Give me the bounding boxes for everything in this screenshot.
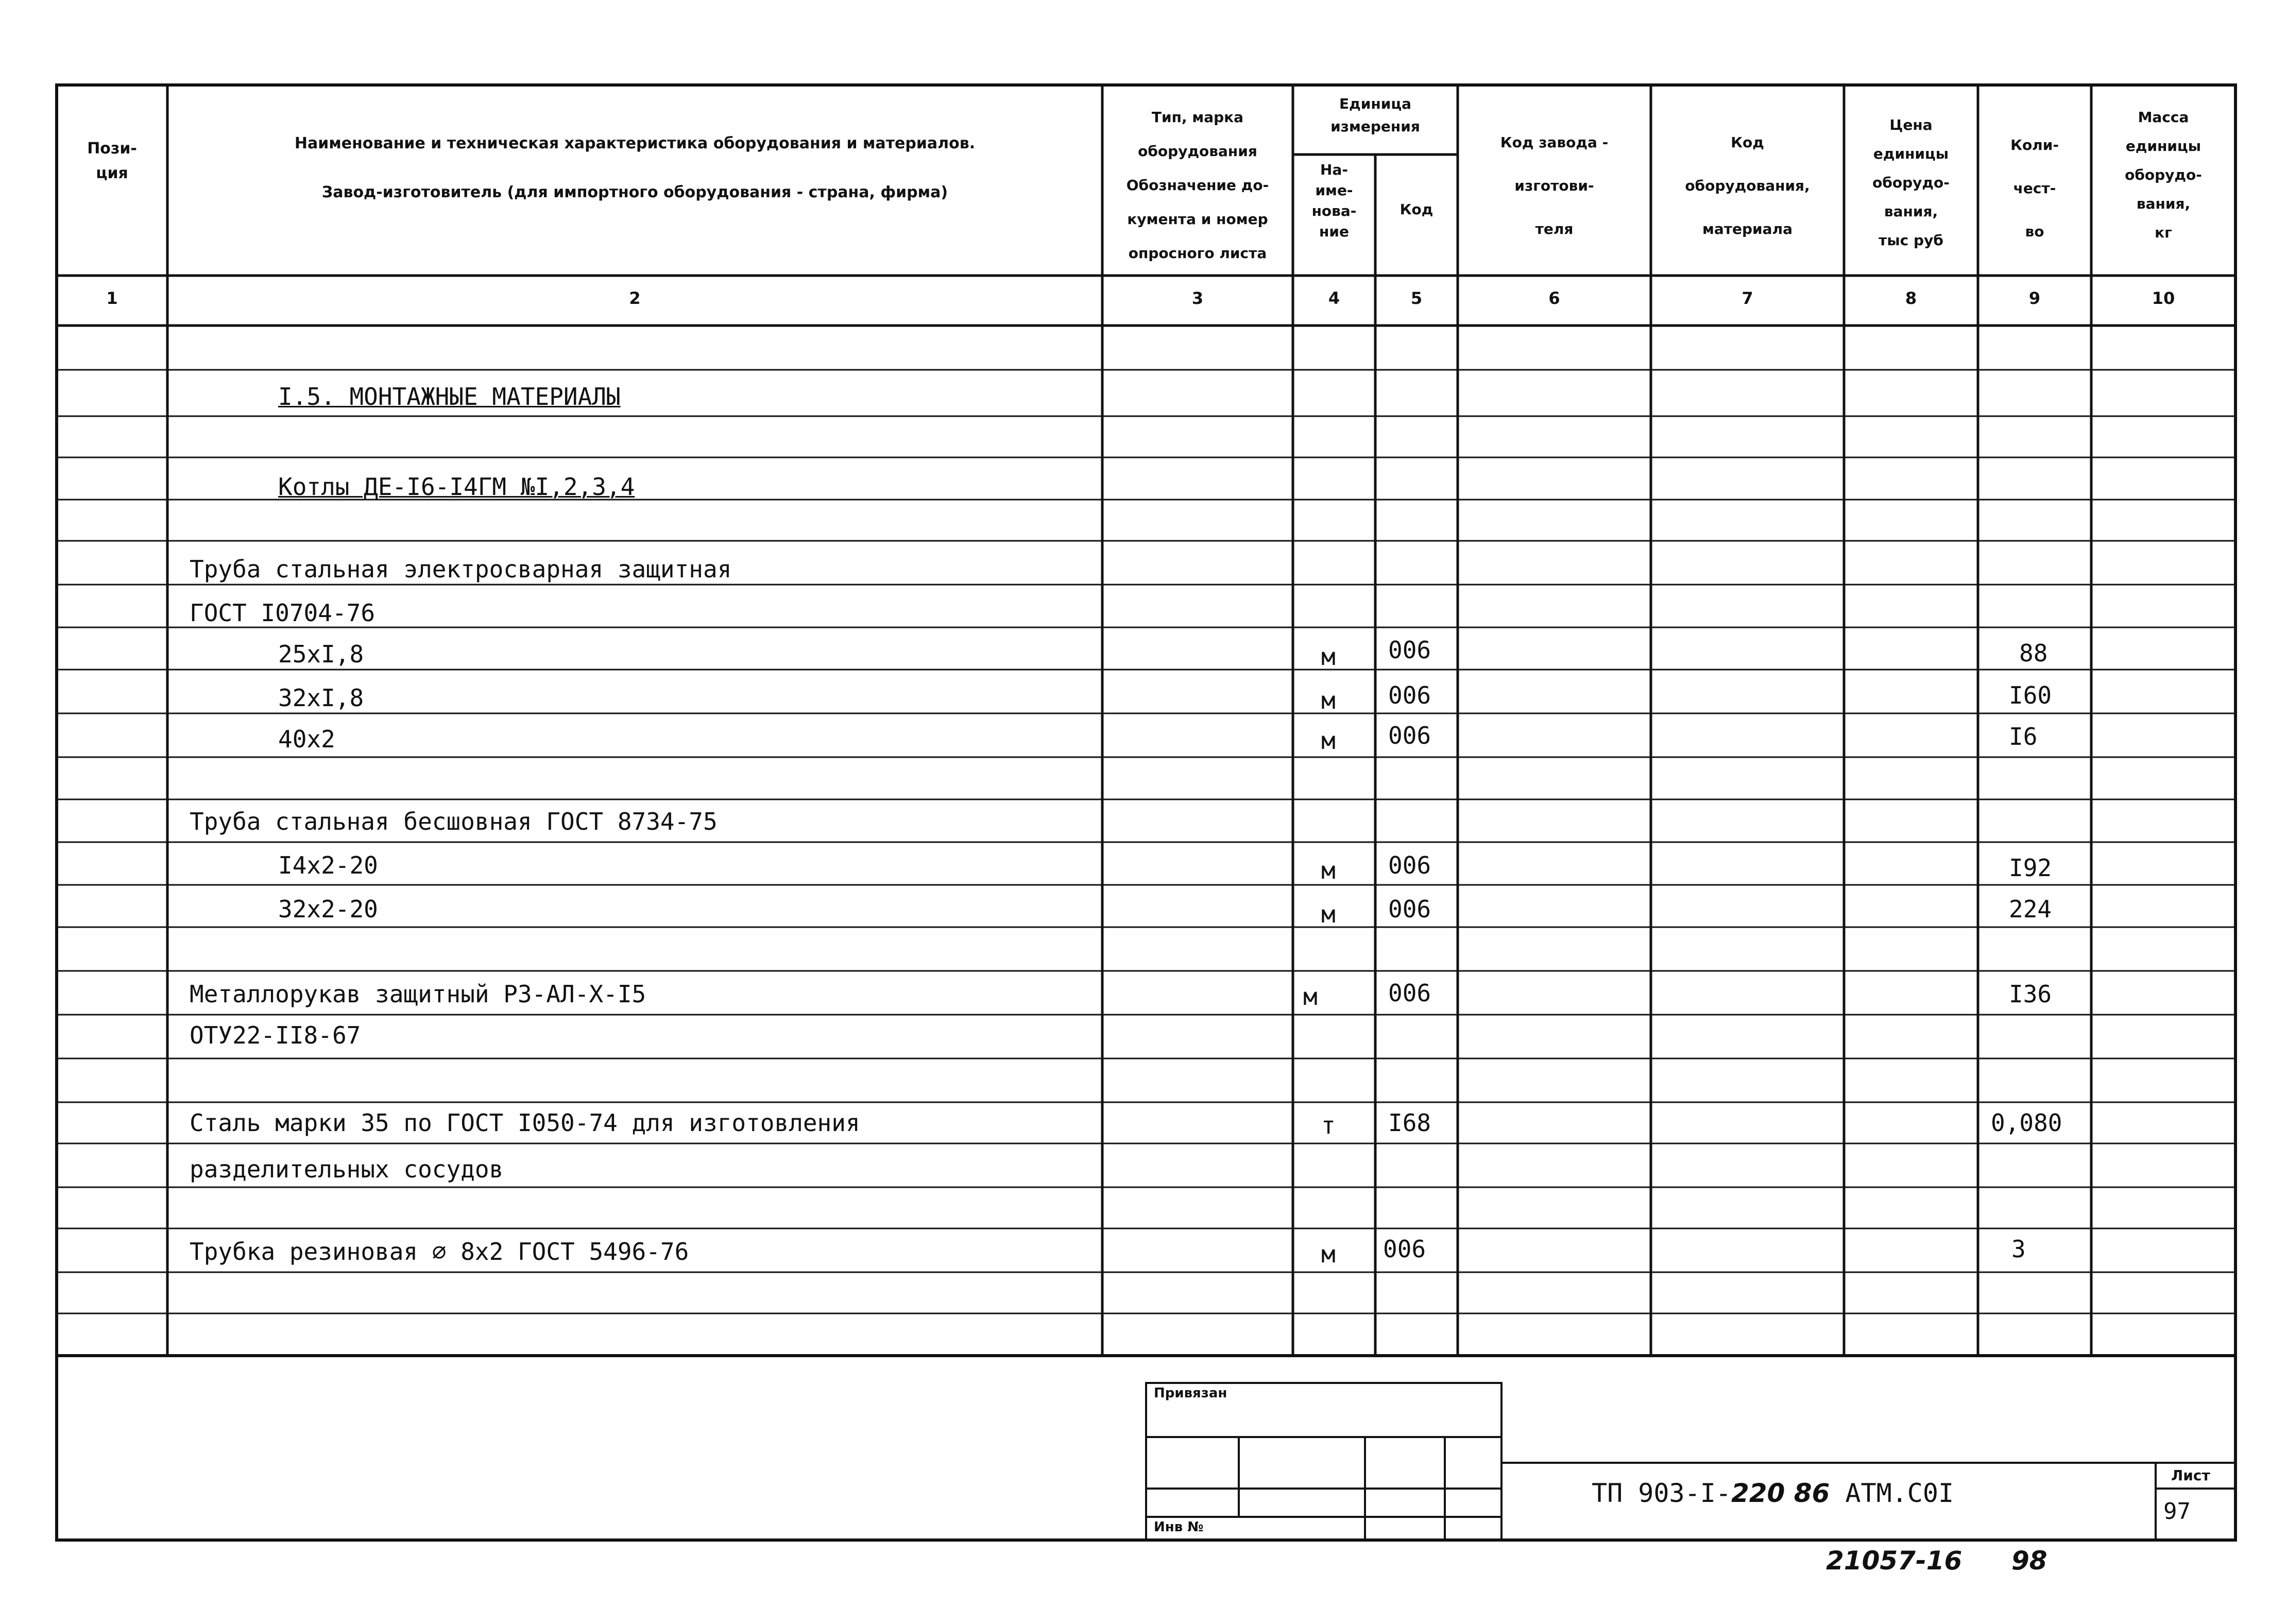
header-unit-code: Код	[1399, 201, 1433, 218]
item-name: Металлорукав защитный РЗ-АЛ-Х-I5	[190, 980, 646, 1008]
header-unit: Единица измерения	[1330, 95, 1420, 135]
item-name: 32х2-20	[278, 895, 378, 923]
document-designation	[1592, 1478, 1954, 1508]
item-name: Труба стальная бесшовная ГОСТ 8734-75	[190, 808, 718, 835]
item-unit: м	[1321, 643, 1336, 671]
item-name: ОТУ22-II8-67	[190, 1021, 361, 1049]
column-number-9: 9	[2028, 288, 2041, 308]
item-code: I68	[1388, 1109, 1431, 1137]
header-factory-code: Код завода - изготови- теля	[1500, 134, 1609, 237]
header-quantity: Коли- чест- во	[2010, 136, 2059, 240]
item-unit: м	[1303, 983, 1318, 1011]
item-name: 32хI,8	[278, 684, 364, 712]
item-code: 006	[1388, 636, 1431, 664]
document-prefix: ТП 903-I-	[1592, 1478, 1731, 1508]
item-name: Труба стальная электросварная защитная	[190, 555, 732, 583]
column-number-2: 2	[629, 288, 641, 308]
item-code: 006	[1388, 722, 1431, 749]
column-number-3: 3	[1191, 288, 1204, 308]
item-code: 006	[1388, 979, 1431, 1007]
item-quantity: 0,080	[1991, 1109, 2062, 1137]
item-quantity: 224	[2009, 895, 2052, 923]
handwritten-page-number: 98	[2011, 1546, 2047, 1576]
header-name-line1: Наименование и техническая характеристика оборудования и материалов.	[294, 134, 976, 152]
column-number-1: 1	[106, 288, 118, 308]
column-number-7: 7	[1742, 288, 1753, 308]
column-number-6: 6	[1548, 288, 1560, 308]
item-quantity: 3	[2011, 1235, 2026, 1263]
item-quantity: I36	[2009, 980, 2052, 1008]
column-number-5: 5	[1410, 288, 1423, 308]
item-name: I4х2-20	[278, 851, 378, 879]
header-price: Цена единицы оборудо- вания, тыс руб	[1872, 116, 1950, 249]
item-code: 006	[1388, 895, 1431, 923]
column-number-8: 8	[1905, 288, 1917, 308]
header-position: Пози- ция	[87, 140, 137, 182]
item-code: 006	[1383, 1235, 1426, 1263]
item-unit: м	[1321, 687, 1336, 714]
header-mass: Масса единицы оборудо- вания, кг	[2125, 109, 2202, 241]
item-quantity: I92	[2009, 854, 2052, 882]
item-quantity: I6	[2009, 723, 2038, 750]
column-number-4: 4	[1328, 288, 1340, 308]
item-unit: м	[1321, 857, 1336, 884]
item-name: Трубка резиновая ∅ 8х2 ГОСТ 5496-76	[190, 1238, 689, 1266]
item-unit: т	[1321, 1112, 1336, 1139]
item-code: 006	[1388, 681, 1431, 709]
attached-label: Привязан	[1154, 1386, 1227, 1401]
boiler-subtitle: Котлы ДЕ-I6-I4ГМ №I,2,3,4	[278, 473, 635, 501]
item-unit: м	[1321, 1240, 1336, 1268]
header-unit-name: На- име- нова- ние	[1311, 161, 1357, 240]
sheet-label: Лист	[2171, 1467, 2210, 1484]
item-unit: м	[1321, 900, 1336, 928]
header-type: Тип, марка оборудования Обозначение до- кумента и номер опросного листа	[1126, 109, 1269, 262]
document-handwritten-number: 220 86	[1731, 1478, 1830, 1508]
item-quantity: I60	[2009, 681, 2052, 709]
inventory-label: Инв №	[1154, 1519, 1204, 1535]
item-name: 40х2	[278, 725, 335, 753]
section-title: I.5. МОНТАЖНЫЕ МАТЕРИАЛЫ	[278, 383, 621, 411]
item-name: 25хI,8	[278, 640, 364, 668]
item-name: разделительных сосудов	[190, 1155, 504, 1183]
document-suffix: АТМ.С0I	[1830, 1478, 1954, 1508]
item-name: Сталь марки 35 по ГОСТ I050-74 для изготовления	[190, 1109, 860, 1137]
sheet-number: 97	[2163, 1498, 2191, 1525]
column-number-10: 10	[2152, 288, 2175, 308]
item-name: ГОСТ I0704-76	[190, 599, 376, 627]
header-equipment-code: Код оборудования, материала	[1685, 134, 1810, 237]
handwritten-inventory-number: 21057-16	[1826, 1546, 1962, 1576]
header-name-line2: Завод-изготовитель (для импортного оборудования - страна, фирма)	[321, 183, 948, 201]
item-unit: м	[1321, 727, 1336, 755]
item-quantity: 88	[2019, 639, 2048, 667]
item-code: 006	[1388, 851, 1431, 879]
